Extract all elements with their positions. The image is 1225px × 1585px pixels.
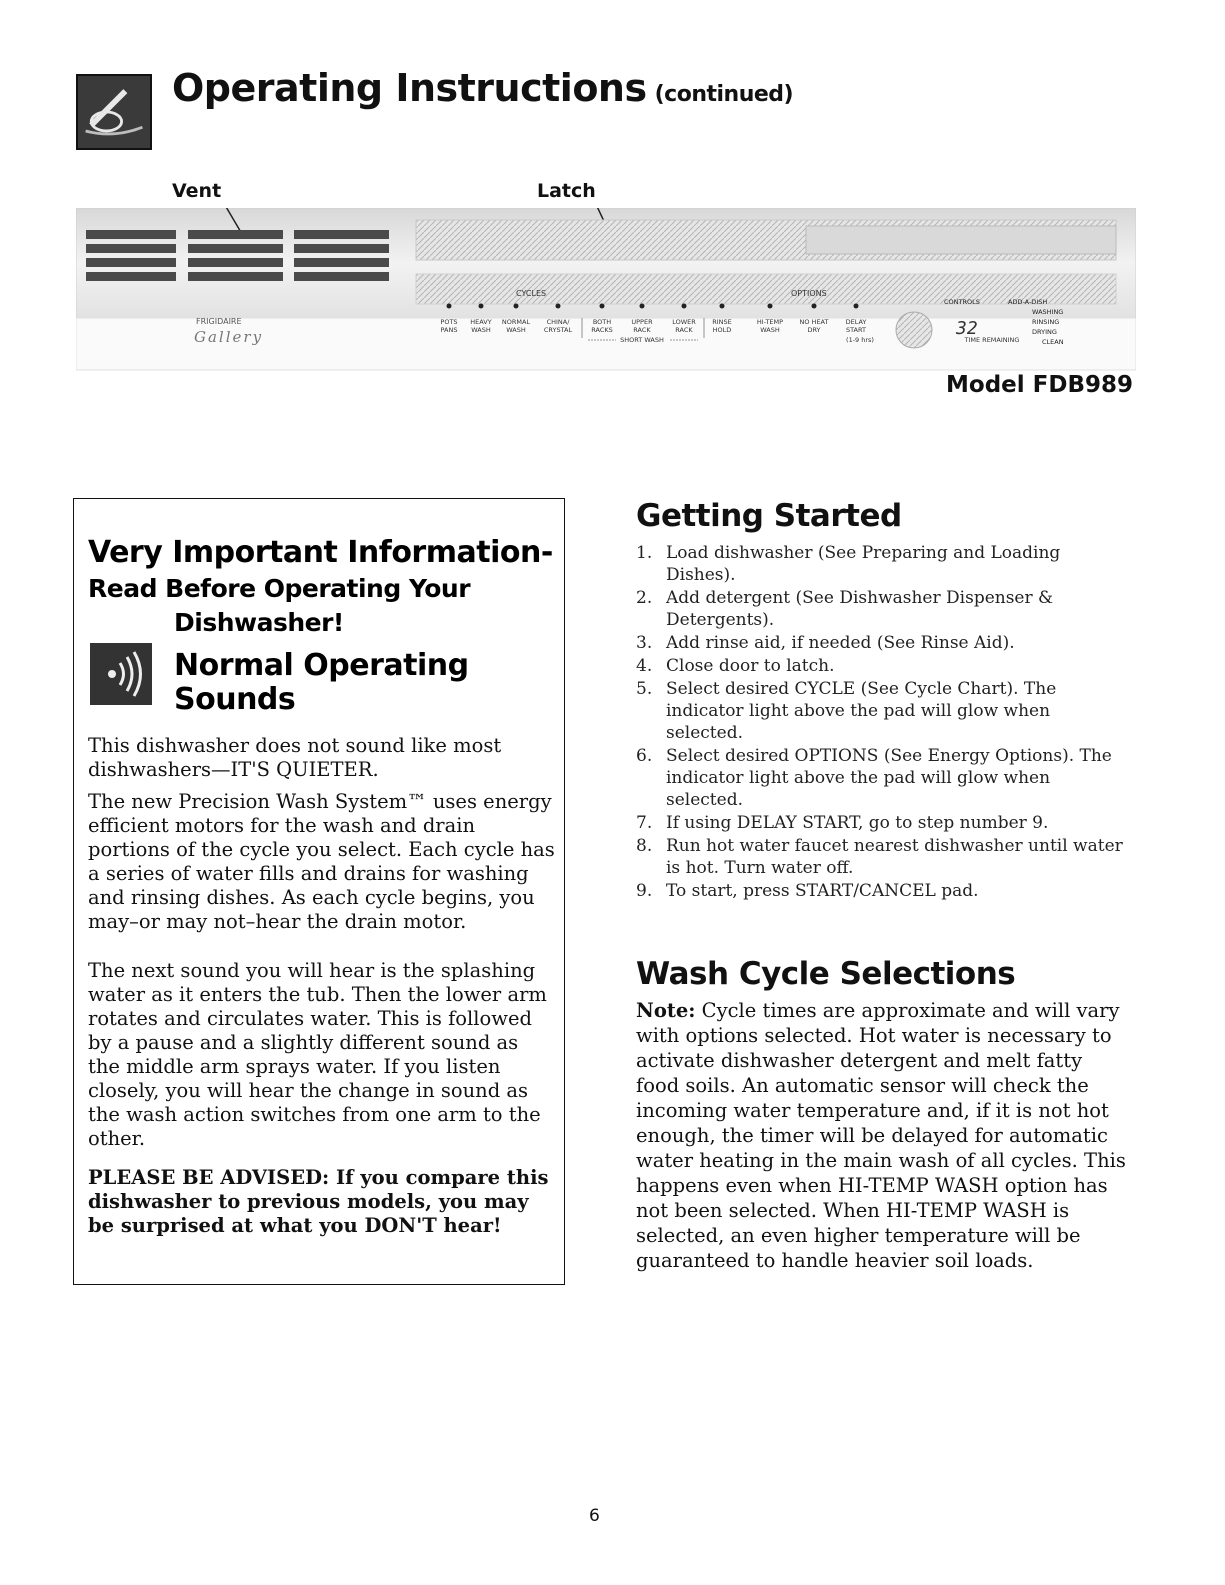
important-information-box	[73, 498, 565, 1285]
model-label: Model FDB989	[946, 372, 1133, 398]
status-rinsing: RINSING	[1032, 318, 1060, 326]
important-subheading-cont: Dishwasher!	[174, 608, 344, 637]
latch-callout: Latch	[537, 180, 596, 202]
step-text: To start, press START/CANCEL pad.	[666, 881, 979, 901]
button-label: UPPER	[631, 318, 653, 326]
getting-started-title: Getting Started	[636, 498, 902, 534]
cycles-label: CYCLES	[516, 289, 547, 298]
wash-cycle-title: Wash Cycle Selections	[636, 956, 1016, 992]
step-text: Select desired CYCLE (See Cycle Chart). The indicator light above the pad will glow when selected.	[666, 679, 1057, 743]
list-item	[636, 632, 1126, 654]
step-number: 9.	[636, 881, 653, 901]
button-label: LOWER	[672, 318, 696, 326]
button-label: BOTH	[592, 318, 612, 326]
button-label: WASH	[760, 326, 780, 334]
button-label: WASH	[506, 326, 526, 334]
list-item	[636, 542, 1126, 586]
control-panel-illustration	[76, 208, 1136, 373]
button-label: RACK	[675, 326, 693, 334]
step-text: If using DELAY START, go to step number 9.	[666, 813, 1049, 833]
paragraph: The new Precision Wash System™ uses energy efficient motors for the wash and drain portions of the cycle you select. Each cycle has a series of water fills and drains for washing and rinsing dishes. As each cycle begins, you may–or may not–hear the drain motor.	[88, 790, 555, 933]
status-drying: DRYING	[1032, 328, 1057, 336]
paragraph: This dishwasher does not sound like most dishwashers—IT'S QUIETER.	[88, 734, 502, 781]
important-subheading: Read Before Operating Your	[88, 574, 471, 603]
dishwasher-arm-icon	[76, 74, 152, 150]
step-text: Load dishwasher (See Preparing and Loading Dishes).	[666, 543, 1061, 585]
brand-script: Gallery	[194, 328, 264, 346]
button-label: HI-TEMP	[756, 318, 784, 326]
button-label: RINSE	[712, 318, 732, 326]
button-label: RACKS	[591, 326, 613, 334]
normal-operating-sounds-title: Normal Operating Sounds	[174, 648, 469, 717]
button-label: CRYSTAL	[543, 326, 573, 334]
step-number: 3.	[636, 633, 653, 653]
button-label: RACK	[633, 326, 651, 334]
wash-cycle-note	[636, 998, 1126, 1273]
delay-hours-label: (1-9 hrs)	[846, 336, 874, 344]
button-label: NORMAL	[501, 318, 531, 326]
status-washing: WASHING	[1032, 308, 1064, 316]
add-a-dish-label: ADD-A-DISH	[1008, 298, 1048, 306]
step-text: Add rinse aid, if needed (See Rinse Aid).	[666, 633, 1015, 653]
list-item	[636, 812, 1126, 834]
button-label: PANS	[440, 326, 458, 334]
short-wash-label: SHORT WASH	[620, 336, 664, 344]
paragraph: The next sound you will hear is the splashing water as it enters the tub. Then the lower arm rotates and circulates water. This is followed by a pause and a slightly different sound as the middle arm sprays water. If you listen closely, you will hear the change in sound as the wash action switches from one arm to the other.	[88, 959, 547, 1150]
step-number: 5.	[636, 679, 653, 699]
list-item	[636, 655, 1126, 677]
button-label: WASH	[471, 326, 491, 334]
time-remaining-label: TIME REMAINING	[964, 336, 1020, 344]
status-clean: CLEAN	[1042, 338, 1064, 346]
page-number: 6	[589, 1506, 600, 1526]
step-text: Close door to latch.	[666, 656, 835, 676]
list-item	[636, 880, 1126, 902]
button-label: NO HEAT	[799, 318, 829, 326]
note-label: Note:	[636, 999, 696, 1022]
important-heading: Very Important Information-	[88, 535, 553, 570]
list-item	[636, 587, 1126, 631]
button-label: HOLD	[712, 326, 732, 334]
step-number: 8.	[636, 836, 653, 856]
page-title	[172, 66, 793, 110]
step-number: 1.	[636, 543, 653, 563]
step-number: 7.	[636, 813, 653, 833]
advisory-paragraph: PLEASE BE ADVISED: If you compare this dishwasher to previous models, you may be surprised at what you DON'T hear!	[88, 1166, 549, 1237]
button-label: DELAY	[845, 318, 867, 326]
step-number: 6.	[636, 746, 653, 766]
button-label: CHINA/	[546, 318, 570, 326]
getting-started-steps	[636, 542, 1126, 903]
step-number: 4.	[636, 656, 653, 676]
button-label: START	[845, 326, 867, 334]
list-item	[636, 678, 1126, 744]
list-item	[636, 835, 1126, 879]
button-label: POTS	[440, 318, 458, 326]
list-item	[636, 745, 1126, 811]
note-text: Cycle times are approximate and will vary with options selected. Hot water is necessary to activate dishwasher detergent and melt fatty food soils. An automatic sensor will check the incoming water temperature and, if it is not hot enough, the timer will be delayed for automatic water heating in the main wash of all cycles. This happens even when HI-TEMP WASH option has not been selected. When HI-TEMP WASH is selected, an even higher temperature will be guaranteed to handle heavier soil loads.	[636, 999, 1126, 1272]
step-text: Add detergent (See Dishwasher Dispenser & Detergents).	[666, 588, 1054, 630]
step-number: 2.	[636, 588, 653, 608]
page-title-continued: (continued)	[654, 82, 794, 107]
step-text: Select desired OPTIONS (See Energy Options). The indicator light above the pad will glow when selected.	[666, 746, 1112, 810]
button-label: HEAVY	[470, 318, 492, 326]
sound-waves-icon	[90, 643, 152, 705]
step-text: Run hot water faucet nearest dishwasher until water is hot. Turn water off.	[666, 836, 1123, 878]
display-number: 32	[956, 318, 978, 339]
controls-lock-label: CONTROLS	[944, 298, 980, 306]
button-label: DRY	[807, 326, 821, 334]
options-label: OPTIONS	[791, 289, 827, 298]
page-title-text: Operating Instructions	[172, 66, 647, 110]
vent-callout: Vent	[172, 180, 222, 202]
brand-top: FRIGIDAIRE	[196, 317, 242, 326]
